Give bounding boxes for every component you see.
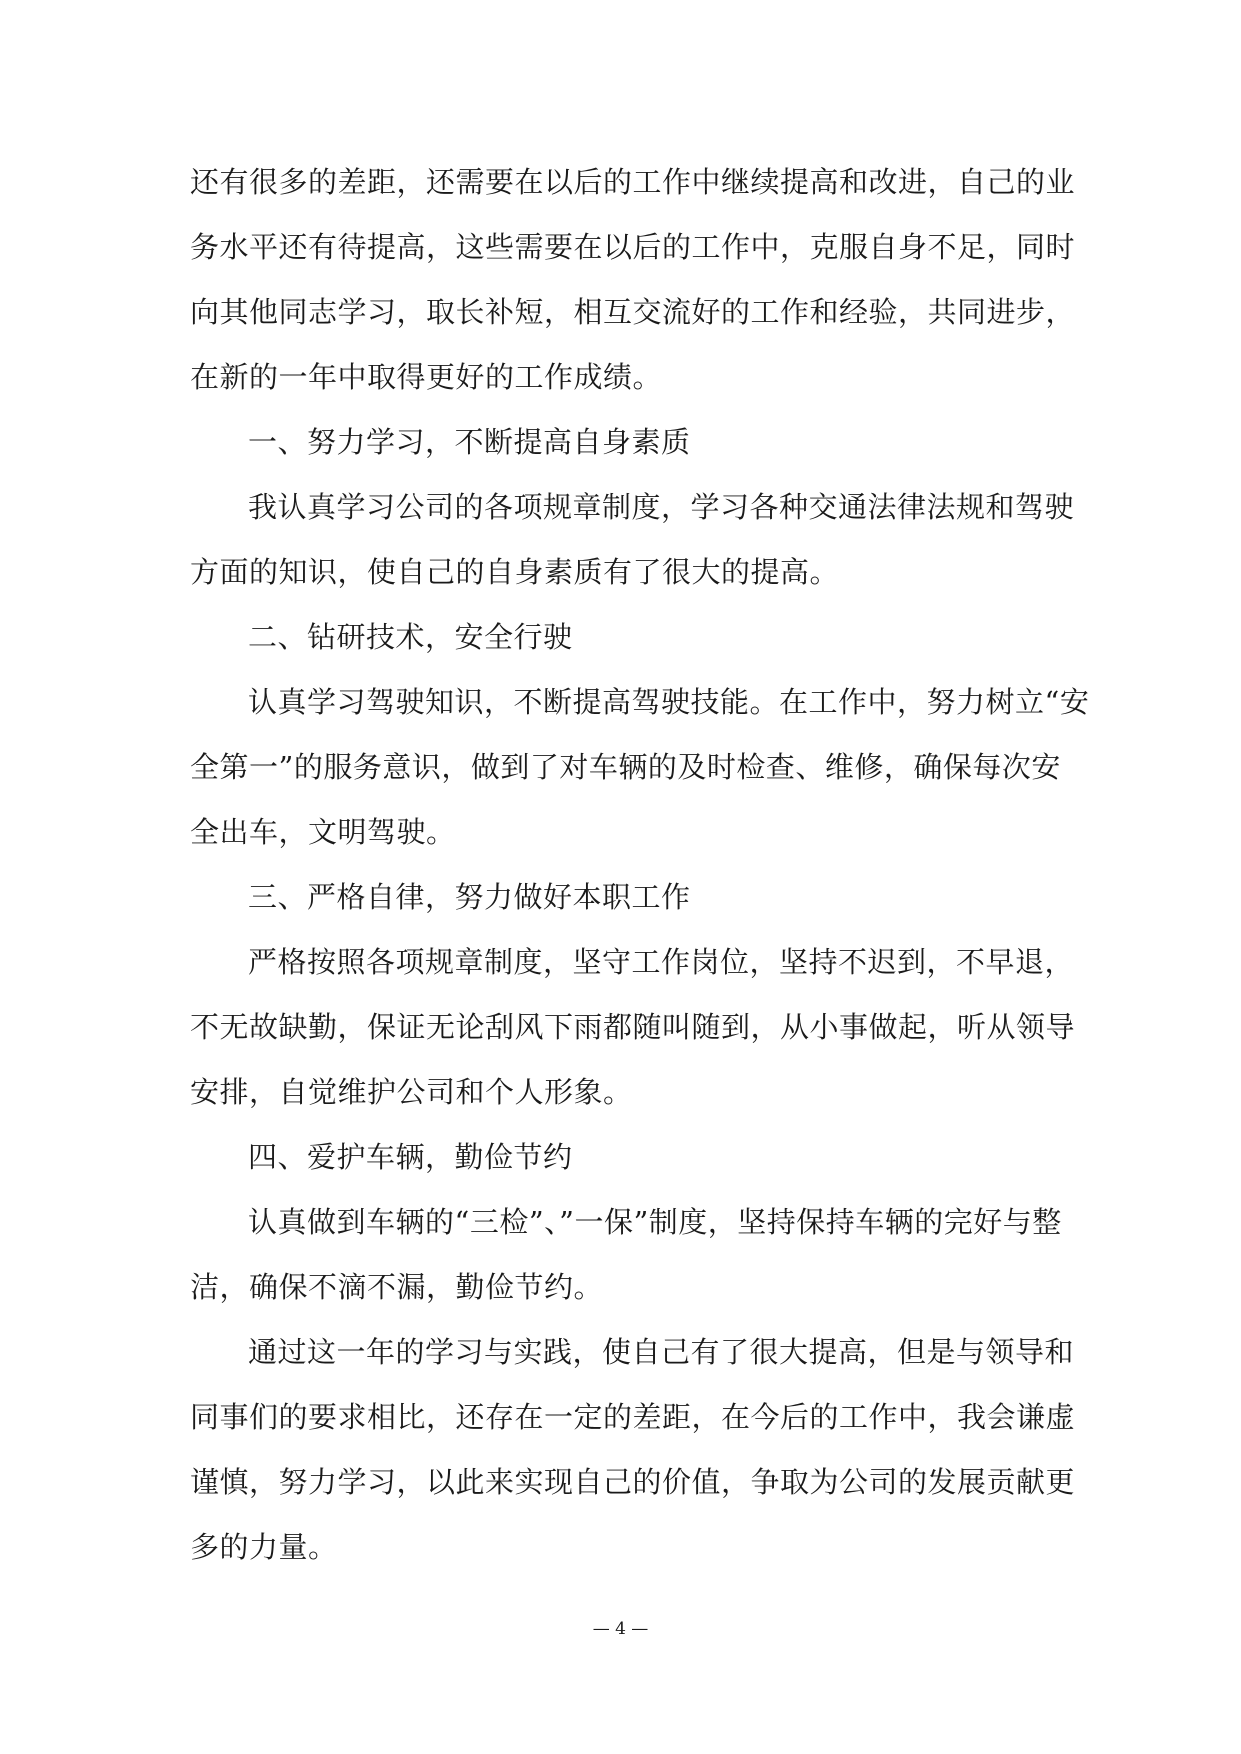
text-line: 在新的一年中取得更好的工作成绩。	[190, 360, 663, 394]
text-line: 谨慎，努力学习，以此来实现自己的价值，争取为公司的发展贡献更	[190, 1465, 1076, 1499]
text-line: 全出车，文明驾驶。	[190, 815, 456, 849]
section-heading-3	[190, 865, 1080, 930]
text-line: 方面的知识，使自己的自身素质有了很大的提高。	[190, 555, 840, 589]
text-line: 严格按照各项规章制度，坚守工作岗位，坚持不迟到，不早退，	[248, 945, 1075, 979]
heading-text: 一、努力学习，不断提高自身素质	[248, 425, 691, 459]
paragraph-section-3	[190, 930, 1080, 1125]
paragraph-section-2	[190, 670, 1090, 865]
text-line: 我认真学习公司的各项规章制度，学习各种交通法律法规和驾驶	[248, 490, 1075, 524]
text-line: 还有很多的差距，还需要在以后的工作中继续提高和改进，自己的业	[190, 165, 1076, 199]
section-heading-1	[190, 410, 1080, 475]
text-line: 通过这一年的学习与实践，使自己有了很大提高，但是与领导和	[248, 1335, 1075, 1369]
paragraph-section-1	[190, 475, 1080, 605]
text-line: 认真做到车辆的“三检”、”一保”制度，坚持保持车辆的完好与整	[248, 1205, 1062, 1239]
page-number: — 4 —	[592, 1619, 649, 1639]
text-line: 安排，自觉维护公司和个人形象。	[190, 1075, 633, 1109]
paragraph-continued-intro	[190, 150, 1080, 410]
heading-text: 三、严格自律，努力做好本职工作	[248, 880, 691, 914]
paragraph-conclusion	[190, 1320, 1080, 1580]
heading-text: 四、爱护车辆，勤俭节约	[248, 1140, 573, 1174]
text-line: 同事们的要求相比，还存在一定的差距，在今后的工作中，我会谦虚	[190, 1400, 1076, 1434]
text-line: 认真学习驾驶知识，不断提高驾驶技能。在工作中，努力树立“安	[248, 685, 1090, 719]
text-line: 不无故缺勤，保证无论刮风下雨都随叫随到，从小事做起，听从领导	[190, 1010, 1076, 1044]
document-body	[190, 150, 1090, 1580]
text-line: 多的力量。	[190, 1530, 338, 1564]
section-heading-2	[190, 605, 1080, 670]
text-line: 全第一”的服务意识，做到了对车辆的及时检查、维修，确保每次安	[190, 750, 1061, 784]
text-line: 务水平还有待提高，这些需要在以后的工作中，克服自身不足，同时	[190, 230, 1076, 264]
text-line: 向其他同志学习，取长补短，相互交流好的工作和经验，共同进步，	[190, 295, 1076, 329]
section-heading-4	[190, 1125, 1080, 1190]
paragraph-section-4	[190, 1190, 1080, 1320]
text-line: 洁，确保不滴不漏，勤俭节约。	[190, 1270, 604, 1304]
heading-text: 二、钻研技术，安全行驶	[248, 620, 573, 654]
